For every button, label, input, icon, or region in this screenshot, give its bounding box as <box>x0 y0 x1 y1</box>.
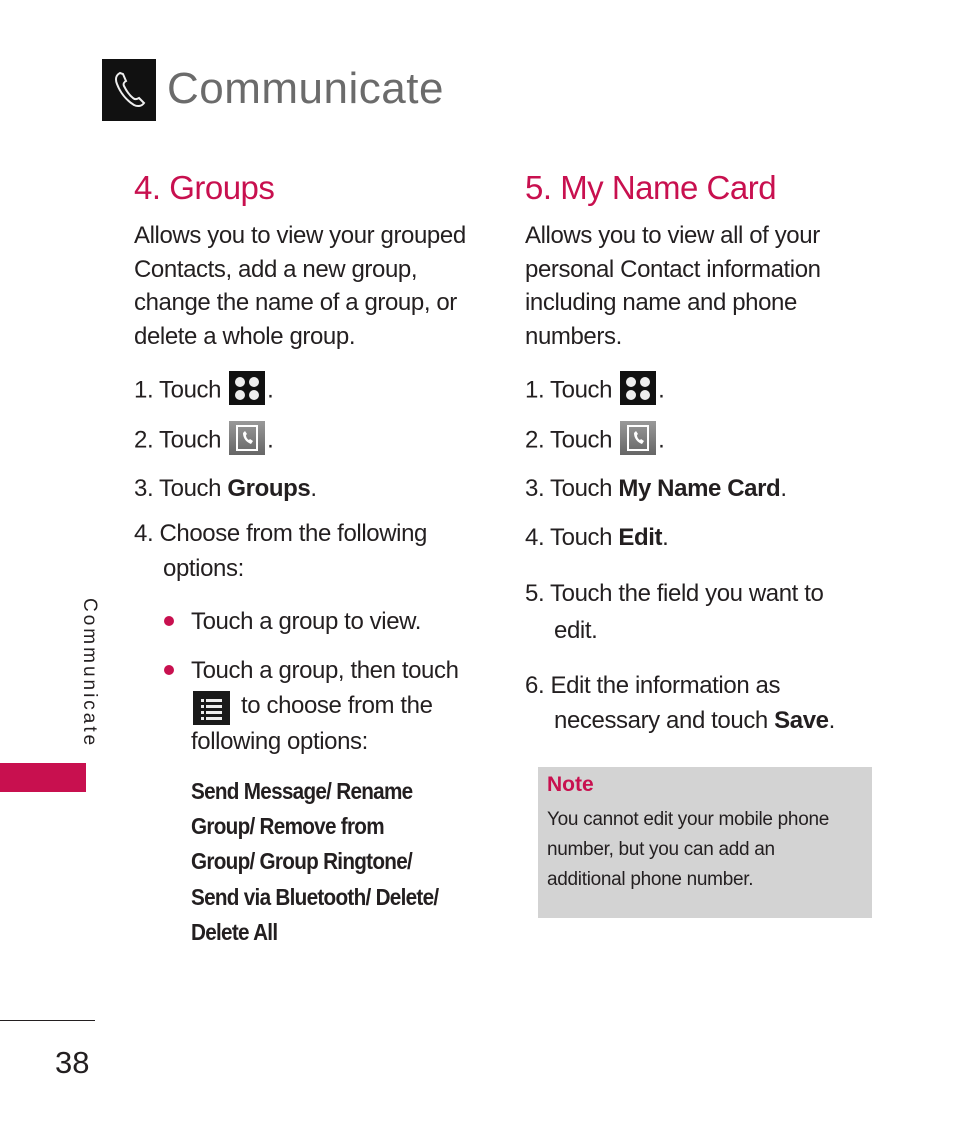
note-line: number, but you can add an <box>547 839 775 860</box>
step-text: 2. Touch <box>525 426 613 454</box>
namecard-intro-line: numbers. <box>525 323 622 350</box>
groups-step-3: 3. Touch Groups. <box>134 475 317 502</box>
groups-intro-line: Contacts, add a new group, <box>134 256 418 283</box>
phone-icon <box>102 59 156 121</box>
note-line: You cannot edit your mobile phone <box>547 809 830 830</box>
note-line: additional phone number. <box>547 869 754 890</box>
groups-option-line: Group/ Remove from <box>191 813 384 839</box>
groups-option-line: Send via Bluetooth/ Delete/ <box>191 884 439 910</box>
page-number: 38 <box>55 1045 90 1080</box>
groups-step-4-cont: options: <box>163 555 244 582</box>
step-text: 1. Touch <box>525 376 613 404</box>
section-tab-marker <box>0 763 86 792</box>
apps-grid-icon <box>620 371 656 405</box>
groups-bullet-2-cont: to choose from the <box>241 692 433 719</box>
namecard-intro-line: Allows you to view all of your <box>525 222 820 249</box>
page-title: Communicate <box>167 64 444 113</box>
contacts-icon <box>620 421 656 455</box>
namecard-intro-line: including name and phone <box>525 289 797 316</box>
bullet-icon <box>164 616 174 626</box>
namecard-step-5: 5. Touch the field you want to <box>525 580 824 607</box>
groups-option-line: Send Message/ Rename <box>191 778 413 804</box>
groups-step-1: 1. Touch . <box>134 374 273 408</box>
menu-item-ref: Groups <box>227 475 311 502</box>
namecard-step-3: 3. Touch My Name Card. <box>525 475 787 502</box>
menu-item-ref: Edit <box>618 524 663 551</box>
step-text: 1. Touch <box>134 376 222 404</box>
menu-item-ref: Save <box>774 707 829 734</box>
step-text: necessary and touch <box>554 707 775 734</box>
section-tab-label: Communicate <box>79 598 100 749</box>
step-text: 2. Touch <box>134 426 222 454</box>
step-text: 3. Touch <box>134 475 228 502</box>
namecard-heading: 5. My Name Card <box>525 169 777 206</box>
note-title: Note <box>547 773 594 796</box>
groups-step-4: 4. Choose from the following <box>134 520 427 547</box>
menu-item-ref: My Name Card <box>618 475 781 502</box>
apps-grid-icon <box>229 371 265 405</box>
groups-heading: 4. Groups <box>134 169 275 206</box>
step-text: 4. Touch <box>525 524 619 551</box>
groups-bullet-1: Touch a group to view. <box>191 608 422 635</box>
options-menu-icon <box>193 691 230 725</box>
groups-option-line: Delete All <box>191 919 278 945</box>
bullet-icon <box>164 665 174 675</box>
namecard-step-1: 1. Touch . <box>525 374 664 408</box>
namecard-intro-line: personal Contact information <box>525 256 821 283</box>
groups-intro-line: delete a whole group. <box>134 323 356 350</box>
contacts-icon <box>229 421 265 455</box>
groups-option-line: Group/ Group Ringtone/ <box>191 848 413 874</box>
namecard-step-5-cont: edit. <box>554 617 598 644</box>
namecard-step-6: 6. Edit the information as <box>525 672 781 699</box>
groups-bullet-2-cont: following options: <box>191 728 368 755</box>
namecard-step-2: 2. Touch . <box>525 424 664 458</box>
groups-bullet-2: Touch a group, then touch <box>191 657 459 684</box>
groups-step-2: 2. Touch . <box>134 424 273 458</box>
note-box <box>538 767 872 918</box>
namecard-step-4: 4. Touch Edit. <box>525 524 669 551</box>
groups-intro-line: change the name of a group, or <box>134 289 457 316</box>
step-text: 3. Touch <box>525 475 619 502</box>
footer-divider <box>0 1020 95 1021</box>
groups-intro-line: Allows you to view your grouped <box>134 222 466 249</box>
namecard-step-6-cont: necessary and touch Save. <box>554 707 835 734</box>
